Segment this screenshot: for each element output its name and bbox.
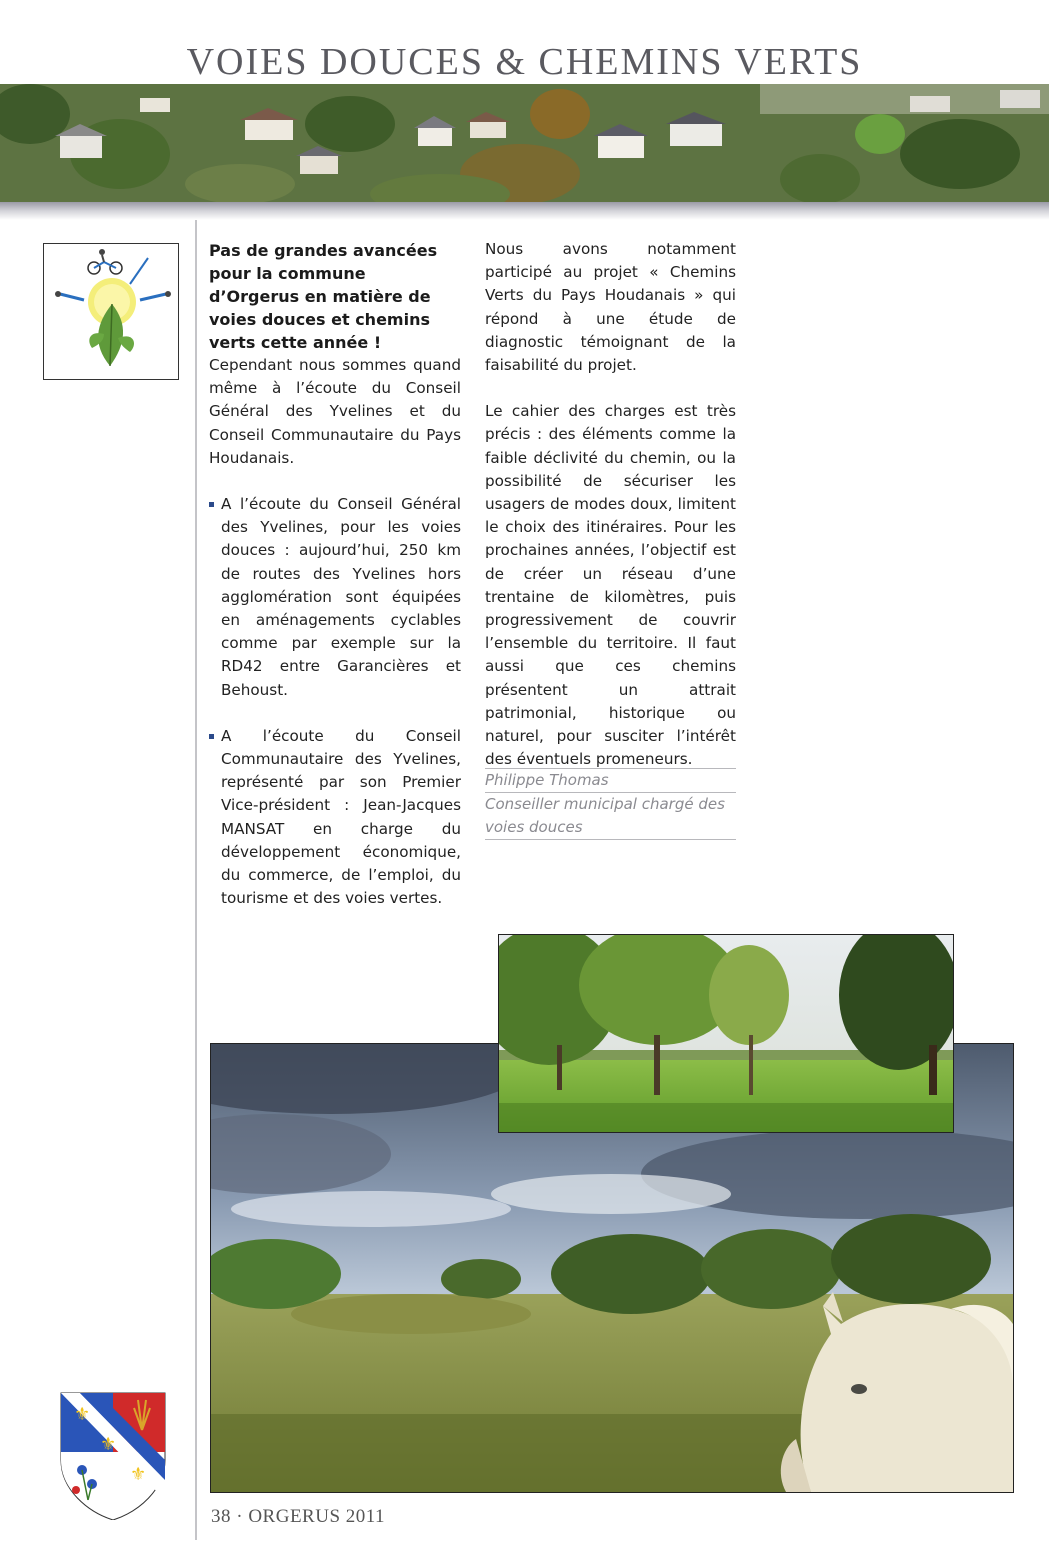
signature-name: Philippe Thomas bbox=[485, 771, 609, 789]
article-column-2 bbox=[485, 238, 736, 771]
coat-of-arms-icon bbox=[58, 1390, 168, 1520]
column-divider bbox=[195, 220, 197, 1540]
aerial-village-image bbox=[0, 84, 1049, 204]
paragraph: Le cahier des charges est très précis : des éléments comme la faible déclivité du chemin, ou la possibilité de sécuriser les usagers de modes doux, limitent le choix des itinéraires. Pour les prochaines années, l’objectif est de créer un réseau d’une trentaine de kilomètres, puis progressivement de couvrir l’ensemble du territoire. Il faut aussi que ces chemins présentent un attrait patrimonial, historique ou naturel, pour susciter l’intérêt des éventuels promeneurs. bbox=[485, 402, 736, 769]
page-title: VOIES DOUCES & CHEMINS VERTS bbox=[186, 41, 863, 83]
paragraph: Cependant nous sommes quand même à l’écoute du Conseil Général des Yvelines et du Conseil Communautaire du Pays Houdanais. bbox=[209, 356, 461, 467]
trees-photo bbox=[498, 934, 954, 1133]
signature bbox=[485, 768, 736, 840]
svg-text:⚜: ⚜ bbox=[74, 1404, 91, 1425]
page-footer: 38 · ORGERUS 2011 bbox=[211, 1506, 386, 1527]
article-intro: Pas de grandes avancées pour la commune d’Orgerus en matière de voies douces et chemins verts cette année ! bbox=[209, 241, 438, 352]
bullet-square-icon bbox=[209, 502, 214, 507]
svg-text:⚜: ⚜ bbox=[130, 1464, 147, 1485]
bullet-item bbox=[209, 493, 461, 702]
cyclists-sun-leaf-icon bbox=[44, 244, 178, 379]
bullet-text: A l’écoute du Conseil Communautaire des Yvelines, représenté par son Premier Vice-président : Jean-Jacques MANSAT en charge du développement économique, du commerce, de l’emploi, du tourisme et des voies vertes. bbox=[221, 726, 461, 908]
banner-shadow bbox=[0, 202, 1049, 220]
bullet-item bbox=[209, 725, 461, 911]
orgerus-crest bbox=[58, 1390, 168, 1520]
paragraph: Nous avons notamment participé au projet « Chemins Verts du Pays Houdanais » qui répond à une étude de diagnostic témoignant de la faisabilité du projet. bbox=[485, 240, 736, 375]
bullet-square-icon bbox=[209, 734, 214, 739]
signature-rule bbox=[485, 839, 736, 840]
banner-photo bbox=[0, 84, 1049, 204]
trees-meadow-image bbox=[499, 935, 953, 1132]
bullet-text: A l’écoute du Conseil Général des Yvelines, pour les voies douces : aujourd’hui, 250 km de routes des Yvelines hors agglomération sont équipées en aménagements cyclables comme par exemple sur la RD42 entre Garancières et Behoust. bbox=[221, 495, 461, 699]
svg-text:⚜: ⚜ bbox=[100, 1434, 117, 1455]
article-column-1 bbox=[209, 354, 461, 910]
voies-douces-logo bbox=[43, 243, 179, 380]
signature-role: Conseiller municipal chargé des voies douces bbox=[485, 795, 725, 836]
